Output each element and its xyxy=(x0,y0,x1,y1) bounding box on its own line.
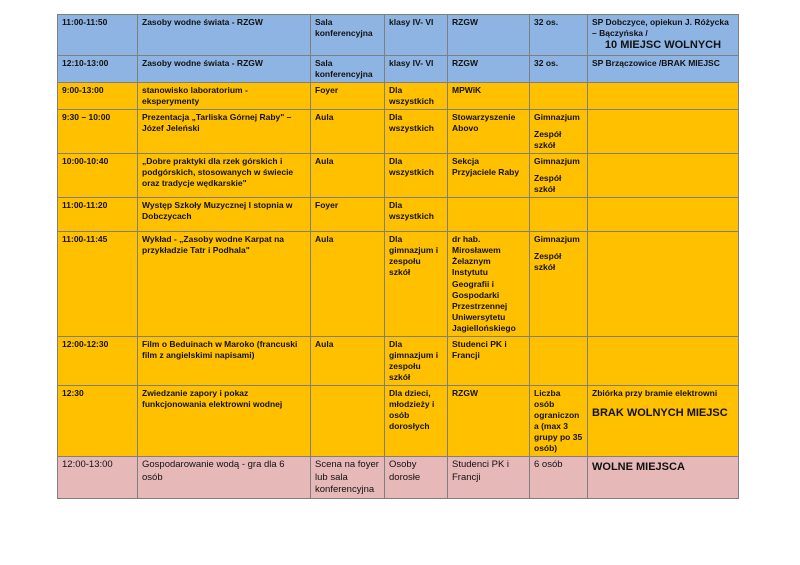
organizer-cell xyxy=(448,198,530,232)
time-cell: 12:00-12:30 xyxy=(58,336,138,385)
event-title-cell: Występ Szkoły Muzycznej I stopnia w Dobczycach xyxy=(138,198,311,232)
capacity-cell xyxy=(530,82,588,109)
audience-cell: Dla wszystkich xyxy=(385,82,448,109)
location-cell: Aula xyxy=(311,232,385,336)
schedule-row xyxy=(58,82,739,109)
event-title-cell: Zwiedzanie zapory i pokaz funkcjonowania elektrowni wodnej xyxy=(138,385,311,456)
capacity-cell xyxy=(530,55,588,82)
availability-status: 10 MIEJSC WOLNYCH xyxy=(604,39,722,52)
note-text: SP Dobczyce, opiekun J. Różycka – Bączyńska / xyxy=(592,17,729,39)
schedule-row xyxy=(58,336,739,385)
organizer-cell: RZGW xyxy=(448,15,530,56)
audience-cell: Dla gimnazjum i zespołu szkół xyxy=(385,232,448,336)
capacity-text: Zespół szkół xyxy=(534,129,562,151)
schedule-row xyxy=(58,55,739,82)
capacity-cell xyxy=(530,232,588,336)
time-cell: 11:00-11:50 xyxy=(58,15,138,56)
time-cell: 12:00-13:00 xyxy=(58,457,138,499)
schedule-row xyxy=(58,385,739,456)
note-text: SP Brzączowice /BRAK MIEJSC xyxy=(592,57,720,68)
event-title-cell: stanowisko laboratorium - eksperymenty xyxy=(138,82,311,109)
notes-cell xyxy=(588,336,739,385)
schedule-row xyxy=(58,110,739,154)
organizer-cell: RZGW xyxy=(448,55,530,82)
organizer-cell: Sekcja Przyjaciele Raby xyxy=(448,154,530,198)
audience-cell: Dla gimnazjum i zespołu szkół xyxy=(385,336,448,385)
capacity-text: Gimnazjum xyxy=(534,112,580,123)
time-cell: 9:00-13:00 xyxy=(58,82,138,109)
capacity-cell xyxy=(530,457,588,499)
notes-cell xyxy=(588,154,739,198)
location-cell: Scena na foyer lub sala konferencyjna xyxy=(311,457,385,499)
event-title-cell: Zasoby wodne świata - RZGW xyxy=(138,15,311,56)
schedule-row xyxy=(58,232,739,336)
location-cell xyxy=(311,385,385,456)
notes-cell xyxy=(588,457,739,499)
time-cell: 9:30 – 10:00 xyxy=(58,110,138,154)
schedule-row xyxy=(58,457,739,499)
event-title-cell: Prezentacja „Tarliska Górnej Raby" – Józef Jeleński xyxy=(138,110,311,154)
time-cell: 11:00-11:20 xyxy=(58,198,138,232)
schedule-rows xyxy=(58,15,739,499)
capacity-text: 32 os. xyxy=(534,17,559,27)
note-text: Zbiórka przy bramie elektrowni xyxy=(592,387,718,398)
notes-cell xyxy=(588,385,739,456)
audience-cell: Dla wszystkich xyxy=(385,154,448,198)
capacity-text: 32 os. xyxy=(534,57,559,68)
notes-cell xyxy=(588,15,739,56)
capacity-text: Gimnazjum xyxy=(534,234,580,245)
audience-cell: klasy IV- VI xyxy=(385,55,448,82)
schedule-table xyxy=(57,14,739,499)
notes-cell xyxy=(588,232,739,336)
organizer-cell: Stowarzyszenie Abovo xyxy=(448,110,530,154)
audience-cell: Dla wszystkich xyxy=(385,198,448,232)
location-cell: Aula xyxy=(311,336,385,385)
capacity-text: 6 osób xyxy=(534,459,563,471)
notes-cell xyxy=(588,198,739,232)
organizer-cell: Studenci PK i Francji xyxy=(448,457,530,499)
notes-cell xyxy=(588,55,739,82)
time-cell: 12:10-13:00 xyxy=(58,55,138,82)
schedule-row xyxy=(58,15,739,56)
audience-cell: Dla wszystkich xyxy=(385,110,448,154)
time-cell: 11:00-11:45 xyxy=(58,232,138,336)
organizer-cell: RZGW xyxy=(448,385,530,456)
location-cell: Aula xyxy=(311,110,385,154)
location-cell: Sala konferencyjna xyxy=(311,55,385,82)
organizer-cell: MPWiK xyxy=(448,82,530,109)
location-cell: Sala konferencyjna xyxy=(311,15,385,56)
location-cell: Aula xyxy=(311,154,385,198)
audience-cell: Osoby dorosłe xyxy=(385,457,448,499)
capacity-cell xyxy=(530,385,588,456)
capacity-cell xyxy=(530,336,588,385)
organizer-cell: Studenci PK i Francji xyxy=(448,336,530,385)
capacity-cell xyxy=(530,198,588,232)
schedule-row xyxy=(58,154,739,198)
capacity-cell xyxy=(530,15,588,56)
location-cell: Foyer xyxy=(311,82,385,109)
availability-status: BRAK WOLNYCH MIEJSC xyxy=(592,406,728,419)
capacity-text: Zespół szkół xyxy=(534,251,562,273)
capacity-cell xyxy=(530,110,588,154)
audience-cell: Dla dzieci, młodzieży i osób dorosłych xyxy=(385,385,448,456)
event-title-cell: Film o Beduinach w Maroko (francuski film z angielskimi napisami) xyxy=(138,336,311,385)
availability-status: WOLNE MIEJSCA xyxy=(592,461,685,474)
event-title-cell: Wykład - „Zasoby wodne Karpat na przykładzie Tatr i Podhala" xyxy=(138,232,311,336)
capacity-text: Liczba osób ograniczona (max 3 grupy po 35 osób) xyxy=(534,387,583,454)
audience-cell: klasy IV- VI xyxy=(385,15,448,56)
schedule-row xyxy=(58,198,739,232)
notes-cell xyxy=(588,82,739,109)
event-title-cell: Zasoby wodne świata - RZGW xyxy=(138,55,311,82)
capacity-text: Gimnazjum xyxy=(534,156,580,167)
event-title-cell: Gospodarowanie wodą - gra dla 6 osób xyxy=(138,457,311,499)
time-cell: 10:00-10:40 xyxy=(58,154,138,198)
capacity-text: Zespół szkół xyxy=(534,173,562,195)
time-cell: 12:30 xyxy=(58,385,138,456)
event-title-cell: „Dobre praktyki dla rzek górskich i podgórskich, stosowanych w świecie oraz tradycje wędkarskie" xyxy=(138,154,311,198)
location-cell: Foyer xyxy=(311,198,385,232)
capacity-cell xyxy=(530,154,588,198)
notes-cell xyxy=(588,110,739,154)
organizer-cell: dr hab. Mirosławem Żelaznym Instytutu Geografii i Gospodarki Przestrzennej Uniwersytetu Jagiellońskiego xyxy=(448,232,530,336)
